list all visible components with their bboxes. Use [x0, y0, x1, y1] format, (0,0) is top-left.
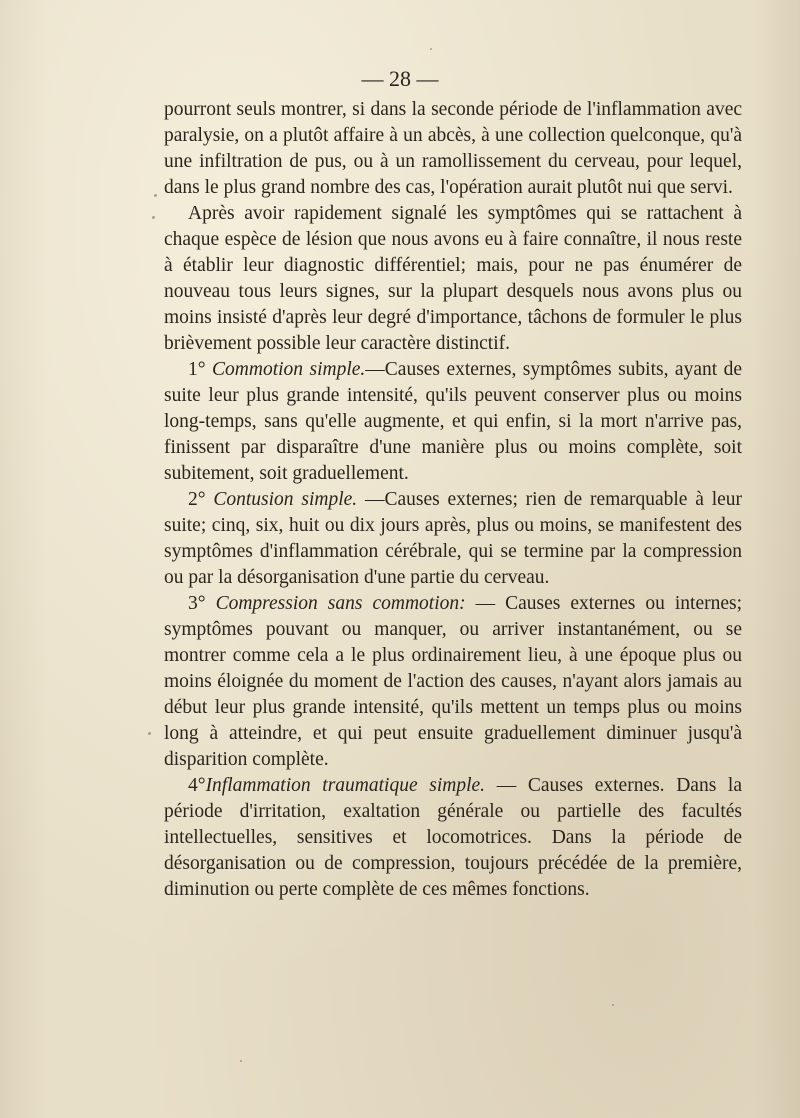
paragraph-contusion-simple	[164, 487, 742, 591]
item-number: 4°	[188, 775, 206, 796]
item-text: — Causes externes ou internes; symptômes pouvant ou manquer, ou arriver instantanément, ou se montrer comme cela a le plus ordinairement lieu, à une époque plus ou moins éloignée du moment de l'action des causes, n'ayant alors jamais au début leur plus grande intensité, qu'ils mettent un temps plus ou moins long à atteindre, et qui peut ensuite graduellement diminuer jusqu'à disparition complète.	[164, 593, 743, 770]
item-number: 1°	[188, 359, 206, 380]
item-title: Inflammation traumatique simple.	[205, 775, 486, 796]
item-text: —Causes externes, symptômes subits, ayant de suite leur plus grande intensité, qu'ils peuvent conserver plus ou moins long-temps, sans qu'elle augmente, et qui enfin, si la mort n'arrive pas, finissent par disparaître d'une manière plus ou moins complète, soit subitement, soit graduellement.	[164, 359, 742, 484]
item-number: 2°	[188, 489, 206, 510]
item-title: Contusion simple.	[213, 489, 358, 510]
page-number: — 28 —	[361, 66, 439, 91]
paper-speck	[240, 1060, 242, 1062]
item-number: 3°	[188, 593, 206, 614]
paragraph-commotion-simple	[164, 357, 742, 487]
item-title: Commotion simple.	[212, 359, 366, 380]
paragraph-diagnostic-intro: Après avoir rapidement signalé les symptômes qui se rattachent à chaque espèce de lésion que nous avons eu à faire connaître, il nous reste à établir leur diagnostic différentiel; mais, pour ne pas énumérer de nouveau tous leurs signes, sur la plupart desquels nous avons plus ou moins insisté d'après leur degré d'importance, tâchons de formuler le plus brièvement possible leur caractère distinctif.	[164, 203, 742, 354]
paper-speck	[148, 732, 151, 735]
paragraph-continuation: pourront seuls montrer, si dans la seconde période de l'inflammation avec paralysie, on a plutôt affaire à un abcès, à une collection quelconque, qu'à une infiltration de pus, ou à un ramollissement du cerveau, pour lequel, dans le plus grand nombre des cas, l'opération aurait plutôt nui que servi.	[164, 99, 742, 198]
page-body	[164, 97, 742, 903]
item-text: —Causes externes; rien de remarquable à leur suite; cinq, six, huit ou dix jours après, plus ou moins, se manifestent des symptômes d'inflammation cérébrale, qui se termine par la compression ou par la désorganisation d'une partie du cerveau.	[164, 489, 743, 588]
paper-speck	[612, 1004, 614, 1006]
paragraph-inflammation-traumatique	[164, 773, 742, 903]
item-title: Compression sans commotion:	[215, 593, 466, 614]
paper-speck	[152, 216, 155, 219]
paper-speck	[154, 194, 157, 197]
item-text: — Causes externes. Dans la période d'irritation, exaltation générale ou partielle des facultés intellectuelles, sensitives et locomotrices. Dans la période de désorganisation ou de compression, toujours précédée de la première, diminution ou perte complète de ces mêmes fonctions.	[164, 775, 742, 900]
paragraph-compression-sans-commotion	[164, 591, 742, 773]
paper-speck	[430, 48, 432, 50]
